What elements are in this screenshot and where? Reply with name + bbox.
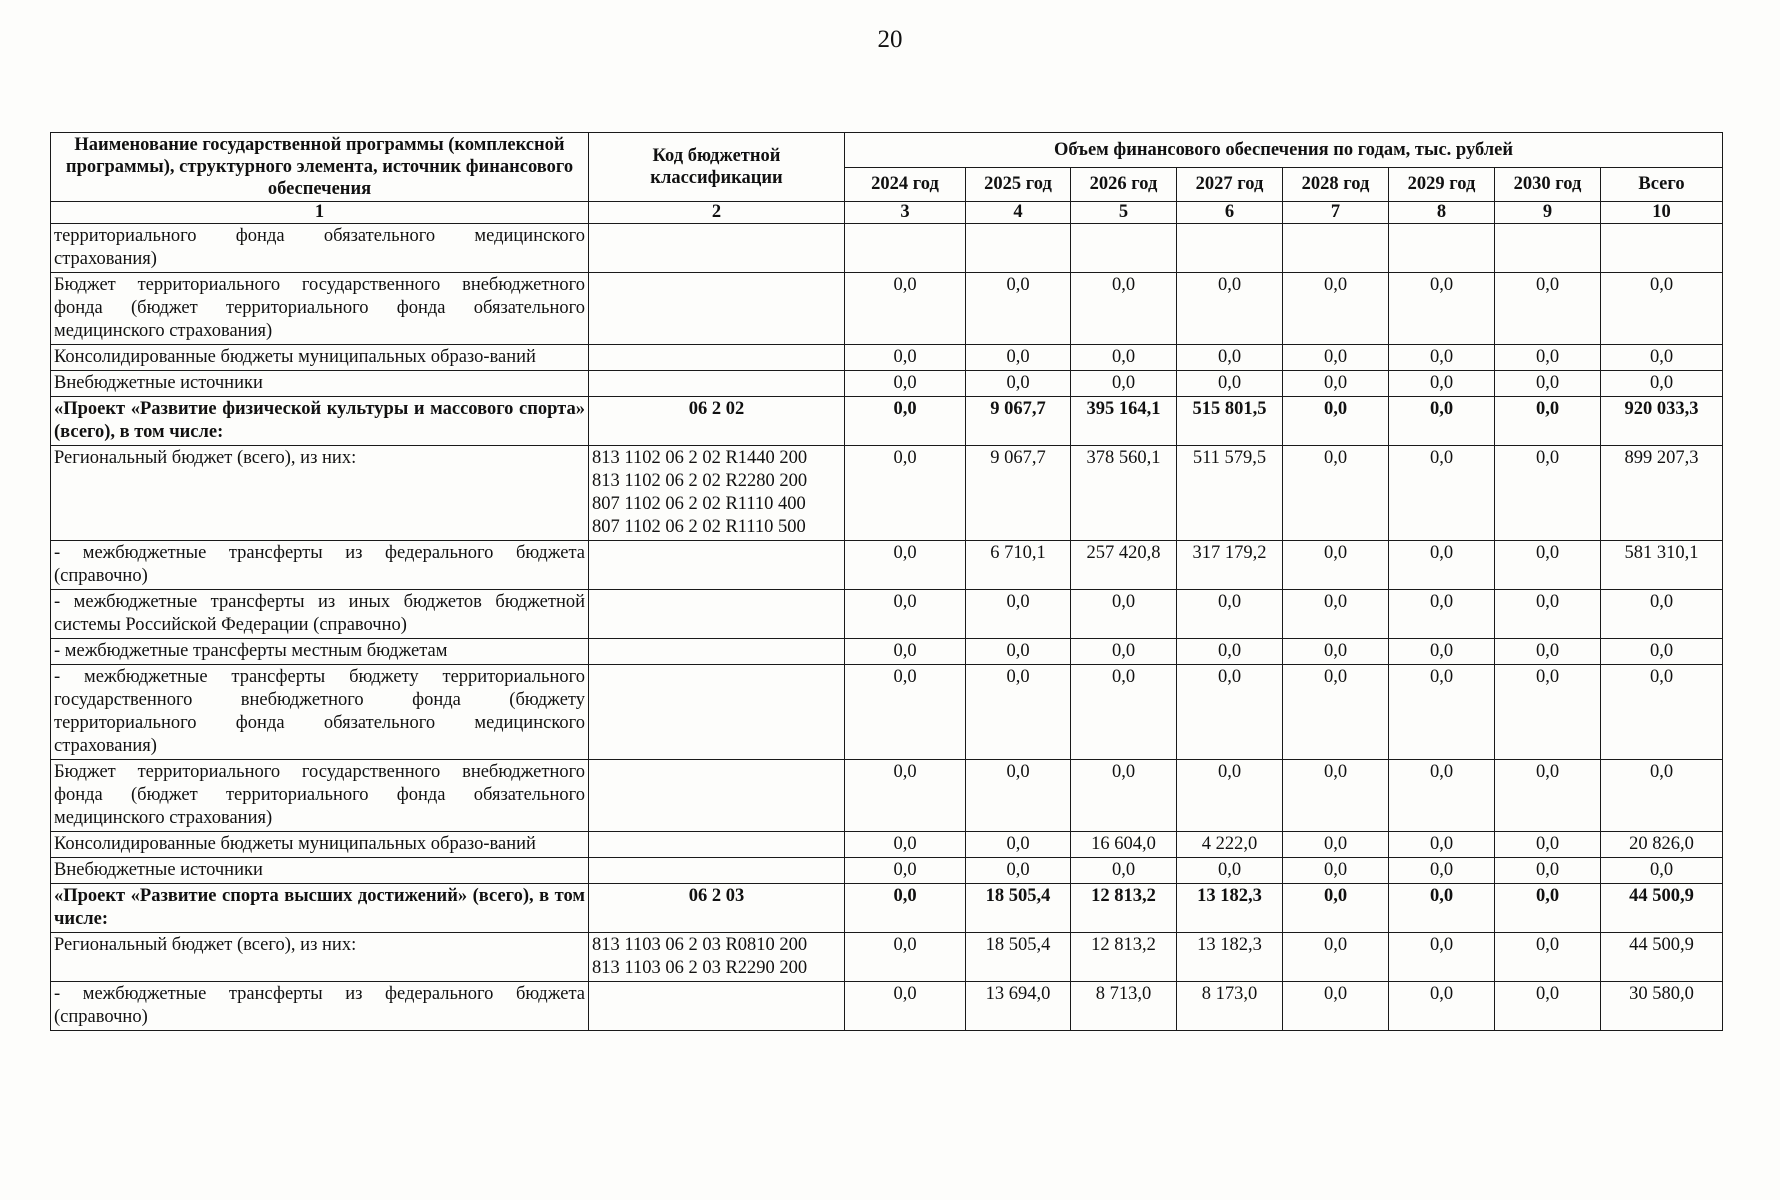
- row-code: [589, 541, 845, 590]
- row-value: 0,0: [966, 590, 1071, 639]
- row-total: 0,0: [1601, 590, 1723, 639]
- row-code: [589, 446, 845, 541]
- row-code: [589, 933, 845, 982]
- budget-code: 813 1102 06 2 02 R2280 200: [592, 471, 808, 491]
- row-value: 13 182,3: [1177, 884, 1283, 933]
- row-name: Внебюджетные источники: [51, 371, 589, 397]
- row-value: 0,0: [845, 832, 966, 858]
- row-value: 0,0: [1177, 345, 1283, 371]
- header-year: 2028 год: [1283, 167, 1389, 202]
- row-code: [589, 884, 845, 933]
- row-value: 0,0: [1177, 273, 1283, 345]
- row-value: 0,0: [966, 345, 1071, 371]
- header-volume-group: Объем финансового обеспечения по годам, тыс. рублей: [845, 133, 1723, 168]
- column-number: 3: [845, 202, 966, 224]
- row-code: [589, 590, 845, 639]
- row-value: 13 694,0: [966, 982, 1071, 1031]
- row-value: 0,0: [1071, 760, 1177, 832]
- header-year: 2030 год: [1495, 167, 1601, 202]
- row-value: 0,0: [1071, 639, 1177, 665]
- row-value: [1071, 224, 1177, 273]
- column-number: 6: [1177, 202, 1283, 224]
- column-number-row: [51, 202, 1723, 224]
- row-value: 0,0: [1283, 273, 1389, 345]
- row-value: 0,0: [845, 760, 966, 832]
- row-code: [589, 397, 845, 446]
- row-code: [589, 371, 845, 397]
- row-value: 8 713,0: [1071, 982, 1177, 1031]
- table-row: [51, 760, 1723, 832]
- header-year: 2027 год: [1177, 167, 1283, 202]
- row-name: Бюджет территориального государственного внебюджетного фонда (бюджет территориального фонда обязательного медицинского страхования): [51, 760, 589, 832]
- budget-code: 813 1103 06 2 03 R0810 200: [592, 935, 808, 955]
- column-number: 2: [589, 202, 845, 224]
- header-name: Наименование государственной программы (комплексной программы), структурного элемента, источник финансового обеспечения: [51, 133, 589, 202]
- row-value: 12 813,2: [1071, 884, 1177, 933]
- row-total: 899 207,3: [1601, 446, 1723, 541]
- row-total: 0,0: [1601, 760, 1723, 832]
- row-code: [589, 639, 845, 665]
- column-number: 1: [51, 202, 589, 224]
- row-value: 6 710,1: [966, 541, 1071, 590]
- row-code: [589, 858, 845, 884]
- row-code: [589, 273, 845, 345]
- row-total: [1601, 224, 1723, 273]
- row-value: 0,0: [1495, 345, 1601, 371]
- budget-code: 813 1102 06 2 02 R1440 200: [592, 448, 808, 468]
- column-number: 5: [1071, 202, 1177, 224]
- row-value: [1283, 224, 1389, 273]
- table-row: [51, 371, 1723, 397]
- table-header: [51, 133, 1723, 202]
- row-value: 0,0: [966, 665, 1071, 760]
- table-row: [51, 446, 1723, 541]
- row-value: 0,0: [1389, 665, 1495, 760]
- row-value: 0,0: [1389, 832, 1495, 858]
- budget-code: 06 2 03: [688, 886, 745, 906]
- row-name: «Проект «Развитие физической культуры и массового спорта» (всего), в том числе:: [51, 397, 589, 446]
- row-value: 0,0: [1495, 933, 1601, 982]
- table-row: [51, 590, 1723, 639]
- table-row: [51, 982, 1723, 1031]
- row-value: 0,0: [1283, 665, 1389, 760]
- column-number: 4: [966, 202, 1071, 224]
- header-year: 2029 год: [1389, 167, 1495, 202]
- header-year: 2026 год: [1071, 167, 1177, 202]
- header-total: Всего: [1601, 167, 1723, 202]
- table-row: [51, 224, 1723, 273]
- table-row: [51, 665, 1723, 760]
- row-value: 0,0: [966, 760, 1071, 832]
- table-row: [51, 858, 1723, 884]
- row-value: 0,0: [1495, 541, 1601, 590]
- row-value: 0,0: [1071, 371, 1177, 397]
- row-value: 0,0: [966, 832, 1071, 858]
- page-number: 20: [877, 26, 903, 53]
- row-value: 8 173,0: [1177, 982, 1283, 1031]
- row-value: 0,0: [1389, 345, 1495, 371]
- column-number: 10: [1601, 202, 1723, 224]
- header-year: 2025 год: [966, 167, 1071, 202]
- row-value: 0,0: [1071, 273, 1177, 345]
- row-value: 0,0: [1495, 273, 1601, 345]
- row-value: 0,0: [1389, 933, 1495, 982]
- row-name: Региональный бюджет (всего), из них:: [51, 933, 589, 982]
- row-value: 0,0: [1495, 832, 1601, 858]
- row-total: 0,0: [1601, 273, 1723, 345]
- row-value: 0,0: [1495, 371, 1601, 397]
- row-value: 0,0: [1389, 639, 1495, 665]
- row-value: 0,0: [1389, 371, 1495, 397]
- row-value: 18 505,4: [966, 884, 1071, 933]
- row-value: 317 179,2: [1177, 541, 1283, 590]
- row-value: 0,0: [1283, 982, 1389, 1031]
- row-value: [1177, 224, 1283, 273]
- row-value: 0,0: [1071, 345, 1177, 371]
- row-name: Региональный бюджет (всего), из них:: [51, 446, 589, 541]
- row-value: 0,0: [845, 665, 966, 760]
- row-total: 44 500,9: [1601, 933, 1723, 982]
- row-name: - межбюджетные трансферты из федерального бюджета (справочно): [51, 541, 589, 590]
- row-value: 0,0: [1283, 760, 1389, 832]
- row-value: 0,0: [1389, 446, 1495, 541]
- row-value: 0,0: [1389, 541, 1495, 590]
- row-value: 0,0: [1389, 760, 1495, 832]
- row-name: Бюджет территориального государственного внебюджетного фонда (бюджет территориального фонда обязательного медицинского страхования): [51, 273, 589, 345]
- row-value: 0,0: [1177, 858, 1283, 884]
- row-value: 0,0: [1283, 933, 1389, 982]
- row-total: 581 310,1: [1601, 541, 1723, 590]
- row-value: 0,0: [1389, 273, 1495, 345]
- row-total: 0,0: [1601, 858, 1723, 884]
- row-value: [966, 224, 1071, 273]
- row-value: 257 420,8: [1071, 541, 1177, 590]
- row-name: - межбюджетные трансферты местным бюджетам: [51, 639, 589, 665]
- row-code: [589, 982, 845, 1031]
- row-value: 0,0: [1389, 858, 1495, 884]
- row-name: Внебюджетные источники: [51, 858, 589, 884]
- row-total: 0,0: [1601, 639, 1723, 665]
- row-value: 12 813,2: [1071, 933, 1177, 982]
- row-value: 0,0: [845, 371, 966, 397]
- row-value: 0,0: [966, 639, 1071, 665]
- row-value: 0,0: [1495, 884, 1601, 933]
- row-value: 0,0: [1283, 639, 1389, 665]
- row-value: 0,0: [845, 345, 966, 371]
- table-row-project: [51, 397, 1723, 446]
- table-body: [51, 202, 1723, 1031]
- row-value: 0,0: [845, 933, 966, 982]
- column-number: 8: [1389, 202, 1495, 224]
- row-value: 0,0: [1071, 590, 1177, 639]
- row-value: 0,0: [1495, 639, 1601, 665]
- table-row: [51, 832, 1723, 858]
- row-value: 0,0: [966, 858, 1071, 884]
- row-name: Консолидированные бюджеты муниципальных образо-ваний: [51, 832, 589, 858]
- row-code: [589, 665, 845, 760]
- row-name: «Проект «Развитие спорта высших достижений» (всего), в том числе:: [51, 884, 589, 933]
- row-value: 0,0: [1389, 884, 1495, 933]
- table-row: [51, 541, 1723, 590]
- row-value: 9 067,7: [966, 397, 1071, 446]
- row-value: 0,0: [1283, 397, 1389, 446]
- row-value: 0,0: [1283, 884, 1389, 933]
- row-name: - межбюджетные трансферты бюджету территориального государственного внебюджетного фонда (бюджету территориального фонда обязательного медицинского страхования): [51, 665, 589, 760]
- table-row: [51, 345, 1723, 371]
- row-total: 0,0: [1601, 345, 1723, 371]
- row-name: территориального фонда обязательного медицинского страхования): [51, 224, 589, 273]
- header-code: Код бюджетной классификации: [589, 133, 845, 202]
- row-value: 0,0: [1071, 665, 1177, 760]
- row-value: 0,0: [1283, 446, 1389, 541]
- row-value: 0,0: [1389, 590, 1495, 639]
- row-name: Консолидированные бюджеты муниципальных образо-ваний: [51, 345, 589, 371]
- row-value: 0,0: [1283, 371, 1389, 397]
- row-total: 0,0: [1601, 665, 1723, 760]
- row-value: 0,0: [1177, 590, 1283, 639]
- row-total: 20 826,0: [1601, 832, 1723, 858]
- row-value: 0,0: [1177, 639, 1283, 665]
- row-code: [589, 224, 845, 273]
- row-value: 0,0: [1177, 665, 1283, 760]
- row-value: 0,0: [1495, 590, 1601, 639]
- row-value: 18 505,4: [966, 933, 1071, 982]
- row-value: 0,0: [1283, 832, 1389, 858]
- row-code: [589, 760, 845, 832]
- row-value: 0,0: [1177, 760, 1283, 832]
- table-row-project: [51, 884, 1723, 933]
- table-row: [51, 273, 1723, 345]
- row-value: 4 222,0: [1177, 832, 1283, 858]
- row-value: 0,0: [1283, 541, 1389, 590]
- row-name: - межбюджетные трансферты из иных бюджетов бюджетной системы Российской Федерации (справочно): [51, 590, 589, 639]
- row-value: 0,0: [1389, 397, 1495, 446]
- row-total: 920 033,3: [1601, 397, 1723, 446]
- table-row: [51, 933, 1723, 982]
- row-value: 0,0: [845, 397, 966, 446]
- budget-code: 807 1102 06 2 02 R1110 400: [592, 494, 806, 514]
- row-value: 0,0: [845, 884, 966, 933]
- row-value: 378 560,1: [1071, 446, 1177, 541]
- row-value: 0,0: [845, 541, 966, 590]
- row-name: - межбюджетные трансферты из федерального бюджета (справочно): [51, 982, 589, 1031]
- row-value: 395 164,1: [1071, 397, 1177, 446]
- row-value: [1389, 224, 1495, 273]
- row-value: 0,0: [1283, 858, 1389, 884]
- row-code: [589, 345, 845, 371]
- row-value: 0,0: [845, 590, 966, 639]
- column-number: 7: [1283, 202, 1389, 224]
- row-value: 0,0: [845, 446, 966, 541]
- table-row: [51, 639, 1723, 665]
- row-value: 0,0: [1071, 858, 1177, 884]
- budget-code: 807 1102 06 2 02 R1110 500: [592, 517, 806, 537]
- row-value: 0,0: [1177, 371, 1283, 397]
- row-total: 44 500,9: [1601, 884, 1723, 933]
- financing-table: [50, 132, 1723, 1031]
- row-value: 511 579,5: [1177, 446, 1283, 541]
- budget-code: 06 2 02: [688, 399, 745, 419]
- row-value: 515 801,5: [1177, 397, 1283, 446]
- row-value: 0,0: [1495, 982, 1601, 1031]
- row-value: 0,0: [1283, 345, 1389, 371]
- row-value: 0,0: [1495, 858, 1601, 884]
- row-value: 0,0: [845, 273, 966, 345]
- budget-code: 813 1103 06 2 03 R2290 200: [592, 958, 808, 978]
- row-value: 0,0: [1495, 665, 1601, 760]
- row-value: [845, 224, 966, 273]
- row-value: 0,0: [1495, 397, 1601, 446]
- row-total: 0,0: [1601, 371, 1723, 397]
- row-value: 0,0: [1389, 982, 1495, 1031]
- row-value: 16 604,0: [1071, 832, 1177, 858]
- row-value: 0,0: [966, 371, 1071, 397]
- row-value: 0,0: [966, 273, 1071, 345]
- row-value: [1495, 224, 1601, 273]
- row-code: [589, 832, 845, 858]
- row-value: 0,0: [1495, 446, 1601, 541]
- column-number: 9: [1495, 202, 1601, 224]
- row-value: 9 067,7: [966, 446, 1071, 541]
- row-value: 13 182,3: [1177, 933, 1283, 982]
- row-value: 0,0: [845, 858, 966, 884]
- header-year: 2024 год: [845, 167, 966, 202]
- row-value: 0,0: [845, 639, 966, 665]
- row-value: 0,0: [1495, 760, 1601, 832]
- row-value: 0,0: [1283, 590, 1389, 639]
- row-total: 30 580,0: [1601, 982, 1723, 1031]
- row-value: 0,0: [845, 982, 966, 1031]
